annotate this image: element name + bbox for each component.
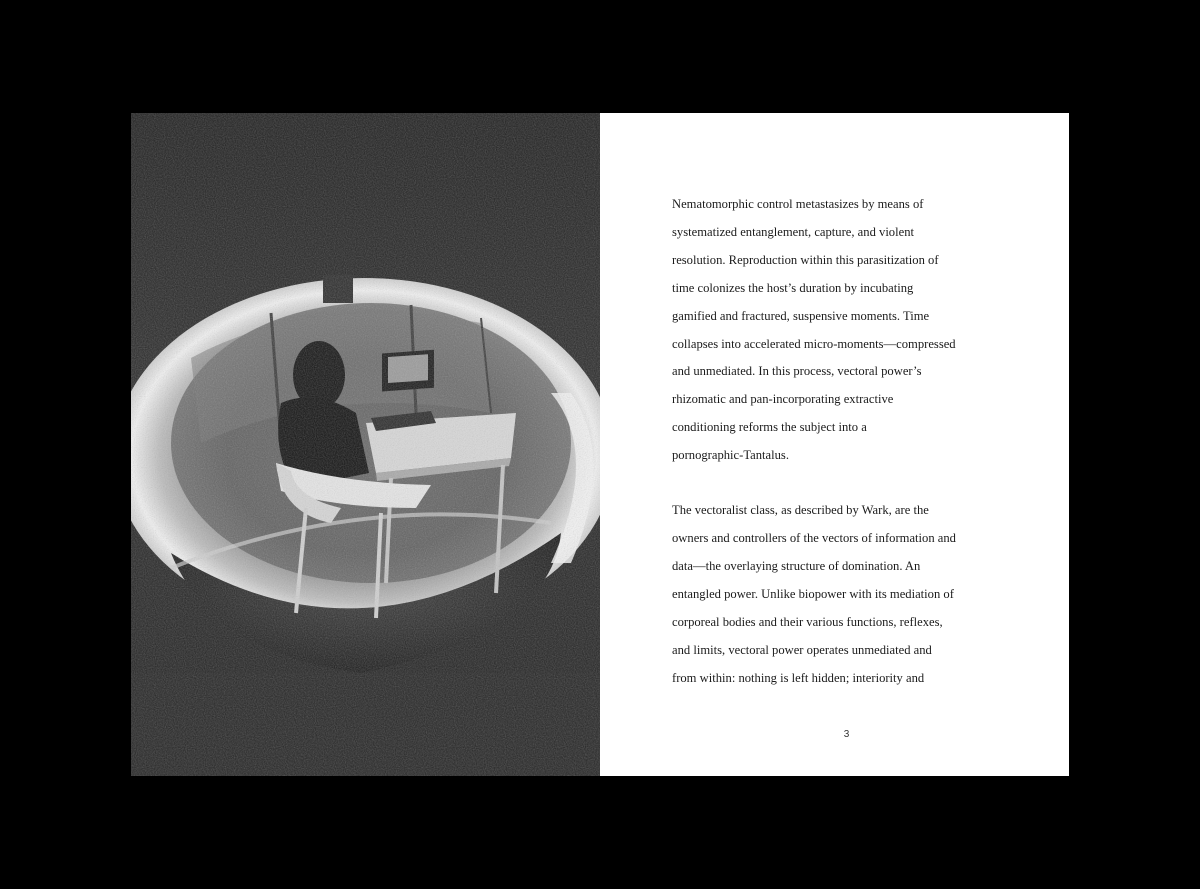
- text-line: time colonizes the host’s duration by incubating: [672, 280, 914, 295]
- body-text: [672, 191, 1002, 692]
- fisheye-photo: [131, 113, 600, 776]
- text-line: entangled power. Unlike biopower with its mediation of: [672, 586, 954, 601]
- text-line: corporeal bodies and their various functions, reflexes,: [672, 614, 943, 629]
- text-line: systematized entanglement, capture, and violent: [672, 224, 914, 239]
- text-line: pornographic-Tantalus.: [672, 448, 789, 463]
- text-line: and limits, vectoral power operates unmediated and: [672, 642, 932, 657]
- text-line: Nematomorphic control metastasizes by means of: [672, 197, 924, 211]
- text-line: gamified and fractured, suspensive moments. Time: [672, 308, 930, 323]
- text-page: [600, 113, 1069, 776]
- text-line: rhizomatic and pan-incorporating extractive: [672, 392, 894, 407]
- text-line: resolution. Reproduction within this parasitization of: [672, 252, 939, 267]
- book-spread: [131, 113, 1069, 776]
- page-number: 3: [843, 729, 850, 740]
- text-line: owners and controllers of the vectors of information and: [672, 530, 956, 545]
- text-line: and unmediated. In this process, vectoral power’s: [672, 364, 922, 379]
- text-line: from within: nothing is left hidden; interiority and: [672, 670, 925, 685]
- paragraph-2: [672, 497, 1002, 692]
- text-line: conditioning reforms the subject into a: [672, 420, 867, 435]
- photo-page: [131, 113, 600, 776]
- text-line: collapses into accelerated micro-moments—compressed: [672, 336, 956, 351]
- text-line: data—the overlaying structure of domination. An: [672, 558, 921, 573]
- paragraph-1: [672, 191, 1002, 470]
- text-line: The vectoralist class, as described by Wark, are the: [672, 503, 929, 518]
